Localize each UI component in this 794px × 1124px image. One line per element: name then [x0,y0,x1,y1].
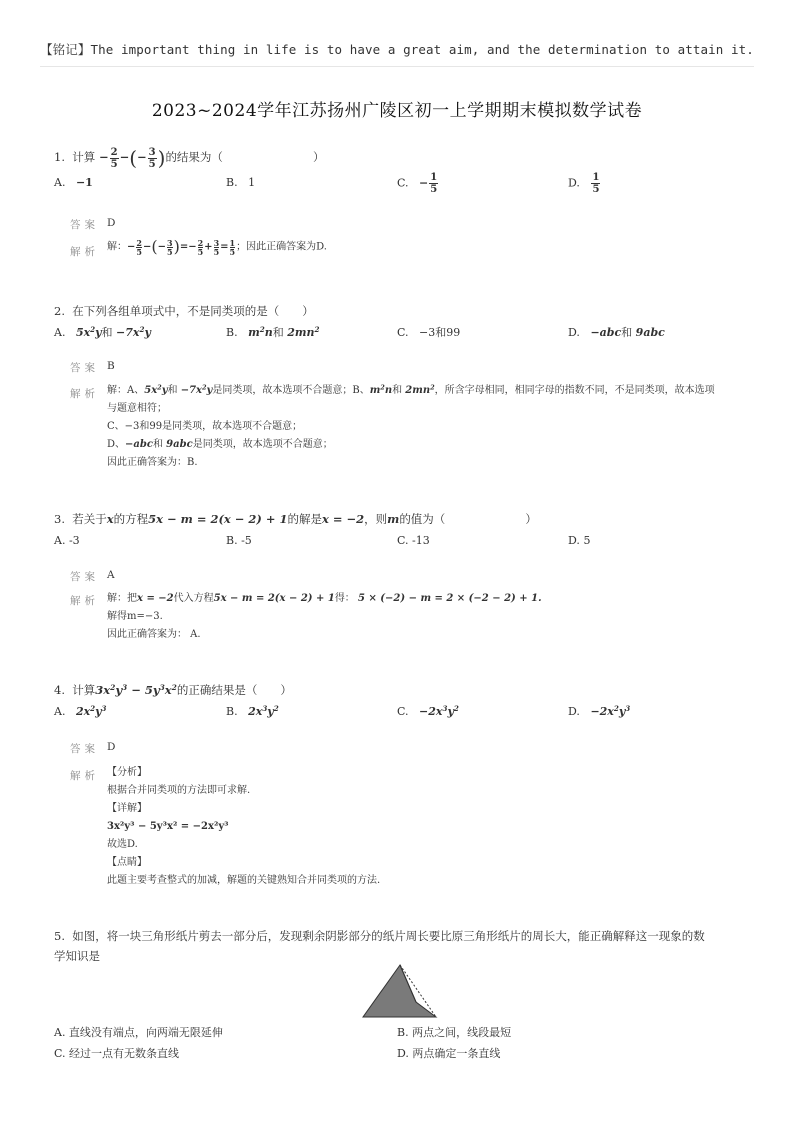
q3-solution-label: 解析 [70,595,99,607]
q3-option-b[interactable]: B. -5 [226,534,252,547]
q5-option-d[interactable]: D. 两点确定一条直线 [397,1047,501,1060]
q4-solution-label: 解析 [70,770,99,782]
q4-option-c[interactable]: C. $-2x^3y^2$ [397,704,459,718]
header-divider [40,66,754,67]
q3-option-c[interactable]: C. -13 [397,534,430,547]
question-3: 3. 若关于x的方程5x − m = 2(x − 2) + 1的解是x = −2，则m的值为（ ） [54,512,537,526]
question-2: 2. 在下列各组单项式中，不是同类项的是（ ） [54,304,314,318]
q2-option-a[interactable]: A. $5x^2y$和 $-7x^2y$ [54,325,151,339]
page-title: 2023~2024学年江苏扬州广陵区初一上学期期末模拟数学试卷 [151,101,643,121]
q1-answer-label: 答案 [70,219,99,231]
q2-solution: 解：A、$5x^2y$和 $-7x^2y$是同类项，故本选项不合题意；B、$m^2n$和 $2mn^2$，所含字母相同，相同字母的指数不同，不是同类项，故本选项 与题意相符； C、−3和99是同类项，故本选项不合题意； D、−abc和 9abc是同类项，故本选项不合题意； 因此正确答案为：B. [107,383,715,468]
motto-banner: 【铭记】The important thing in life is to have a great aim, and the determination to attain it. [40,42,754,57]
q1-solution: 解：− $\frac{2}{5}$ −(− $\frac{3}{5}$ )=− $\frac{2}{5}$ + $\frac{3}{5}$ = $\frac{1}{5}$ ；因此正确答案为D. [107,237,327,257]
q2-solution-label: 解析 [70,388,99,400]
question-5: 5. 如图，将一块三角形纸片剪去一部分后，发现剩余阴影部分的纸片周长要比原三角形纸片的周长大，能正确解释这一现象的数 [54,929,705,943]
q2-option-c[interactable]: C. −3和99 [397,326,461,339]
q4-answer: D [107,741,116,753]
q3-option-a[interactable]: A. -3 [54,534,80,547]
q1-option-c[interactable]: C. − $\frac{1}{5}$ [397,172,438,195]
q2-option-b[interactable]: B. $m^2n$和 $2mn^2$ [226,325,320,339]
q3-option-d[interactable]: D. 5 [568,534,591,547]
q1-solution-label: 解析 [70,246,99,258]
q4-option-b[interactable]: B. $2x^3y^2$ [226,704,279,718]
q1-answer: D [107,217,116,229]
q5-option-b[interactable]: B. 两点之间，线段最短 [397,1026,512,1039]
question-1: 1. 计算 − $\frac{2}{5}$ −(− $\frac{3}{5}$ )的结果为（ ） [54,146,325,170]
q4-solution: 【分析】 根据合并同类项的方法即可求解. 【详解】 3x²y³ − 5y³x² = −2x²y³ 故选D. 【点睛】 此题主要考查整式的加减，解题的关键熟知合并同类项的方法. [107,767,381,886]
q5-option-a[interactable]: A. 直线没有端点，向两端无限延伸 [54,1026,223,1039]
triangle-figure [360,962,440,1020]
q2-option-d[interactable]: D. −abc和 9abc [568,326,665,339]
q5-option-c[interactable]: C. 经过一点有无数条直线 [54,1047,180,1060]
q4-answer-label: 答案 [70,743,99,755]
question-5-line2: 学知识是 [54,949,100,963]
q1-option-d[interactable]: D. $\frac{1}{5}$ [568,172,600,195]
q1-option-b[interactable]: B. 1 [226,176,256,189]
q3-answer: A [107,569,115,581]
q4-option-a[interactable]: A. $2x^2y^3$ [54,704,107,718]
q1-option-a[interactable]: A. −1 [54,176,93,189]
question-4: 4. 计算$3x^2y^3 - 5y^3x^2$的正确结果是（ ） [54,682,292,697]
q2-answer-label: 答案 [70,362,99,374]
q2-answer: B [107,360,115,372]
q3-answer-label: 答案 [70,571,99,583]
q3-solution: 解：把x = −2代入方程5x − m = 2(x − 2) + 1得： 5 × (−2) − m = 2 × (−2 − 2) + 1. 解得m=−3. 因此正确答案为： A. [107,593,542,640]
q4-option-d[interactable]: D. $-2x^2y^3$ [568,704,631,718]
